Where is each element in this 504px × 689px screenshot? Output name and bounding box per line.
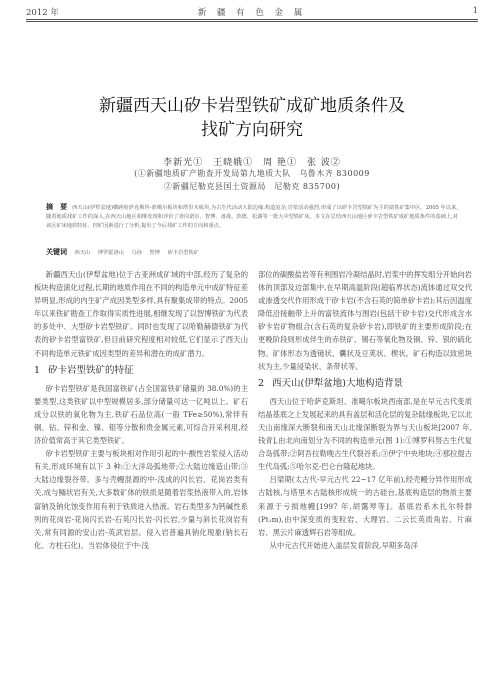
abstract-label: 摘 要 [46,202,68,211]
keywords-block [46,247,458,257]
section-title: 西天山(伊犁盆地)大地构造背景 [272,377,403,389]
title-line-1: 新疆西天山矽卡岩型铁矿成矿地质条件及 [99,96,405,116]
title-line-2: 找矿方向研究 [201,120,303,140]
keyword: 智博 [149,250,160,256]
affiliation-1: (①新疆地质矿产勘查开发局第九地质大队 乌鲁木齐 830009 [134,169,370,178]
section-heading-1 [34,364,248,378]
paper-title [30,94,474,142]
keyword: 矽卡岩型铁矿 [167,250,199,256]
body-paragraph: 吕梁期(太古代-早元古代 22~17 亿年前),经壳幔分异作用形成古陆核,与塔里木古陆核形成统一的古硅台,基底构造层的物质主要来源于亏损地幔[1997 年,胡霭琴等]。基底岩系木扎尔特群(Pt₁m),由中深变质的变粒岩、大理岩、二云长英质角岩、片麻岩、黑云片麻透辉石岩等组成。 [258,475,472,537]
keywords-label: 关键词 [46,247,67,256]
keyword: 西天山 [74,250,91,256]
header-rule-top [26,19,478,20]
page-number: 1 [472,6,478,16]
body-paragraph: 从中元古代开始进入盖层发育阶段,早期多岛洋 [269,540,418,550]
header-rule-bottom [26,21,478,22]
affiliation-2: ②新疆尼勒克县国土资源局 尼勒克 835700) [163,182,341,191]
keyword: 乌孙 [131,250,142,256]
body-paragraph: 部位的碳酸盐岩等有利围岩冷凝结晶时,岩浆中的挥发组分开始向岩体的顶部及边部集中,在早期高温阶段(超临界状态)流体通过双交代或渗透交代作用形成干矽卡岩(不含石英的简单矽卡岩);其后因温度降低沿接触带上升的富铁流体与围岩(包括干矽卡岩)交代形成含水矽卡岩矿物组合(含石英的复杂矽卡岩),即铁矿的主要形成阶段;在更晚阶段则形成伴生的赤铁矿、锡石等氧化物及铜、锌、银的硫化物。矿体形态为透镜状、囊状及豆荚状、楔状。矿石构造以致密块状为主,少量浸染状、条带状等。 [258,270,472,371]
section-title: 矽卡岩型铁矿的特征 [48,364,134,376]
body-paragraph: 矽卡岩型铁矿主要与板块相对作用引起的中-酸性岩浆侵入活动有关,形成环境有以下 3 种:①大洋岛弧地带;②大陆边缘造山带;③大陆边缘裂谷带。多与壳幔混源的中-浅成的闪长岩、花岗岩类有关,成与鲕状岩有关,大多数矿体的铁质是随着岩浆热液带入的,岩体富钠及钠化蚀变作用有利于铁质进入热液。岩石类型多为钙碱性系列的花岗岩-花岗闪长岩-石英闪长岩-闪长岩,少量与斜长花岗岩有关,常有同源的安山岩-英武岩层。侵入岩普遍具钠化现象(钠长石化、方柱石化)。当岩体侵位于中-浅 [34,449,248,550]
header-year: 2012 年 [26,8,59,18]
page-header [26,6,478,18]
section-number: 2 [258,377,265,389]
left-column [34,268,248,552]
abstract-text: 西天山(伊犁盆地)横跨哈萨克斯坦-准噶尔板块和塔里木板块,为古生代活动大陆边缘,构造复杂,岩浆活动强烈,形成了以矽卡岩型铁矿为主的富铁矿集中区。2005 年以来,随着地质找矿工作的深入,在西天山地区相继发现和评价了查岗诺尔、智博、备战、敦德、松湖等一批大中型铁矿床。本文在总结西天山地区矽卡岩型铁矿成矿地质条件的基础上,对该区矿床地质特征、控矿因素进行了分析,提出了今后找矿工作的方向和重点。 [46,205,458,229]
section-number: 1 [34,364,41,376]
right-column [258,268,472,552]
body-paragraph: 矽卡岩型铁矿是我国富铁矿(占全国富铁矿储量的 38.0%)的主要类型,这类铁矿以中型规模居多,部分储量可达一亿吨以上。矿石成分以铁的氧化物为主,铁矿石品位高(一般 TFe≥50%),常伴有铜、钴、锌和金、镍、钼等分散和贵金属元素,可综合开采利用,经济价值常高于其它类型铁矿。 [34,383,248,446]
author-list: 李新光① 王晓娥① 周 艳① 张 波② [163,158,341,168]
section-heading-2 [258,377,472,391]
keyword: 博罗霍洛山 [97,250,124,256]
journal-name: 新 疆 有 色 金 属 [197,8,307,18]
intro-paragraph: 新疆西天山(伊犁盆地)位于古亚洲成矿域的中部,经历了复杂的板块构造演化过程,长期的地质作用在不同的构造单元中成矿特征差异明显,形成的内生矿产成因类型多样,具有聚集成带的特点。2005 年以来铁矿勘查工作取得实质性进展,相继发现了以智博铁矿为代表的多处中、大型矽卡岩型铁矿。同时也发现了以哈勒赫德铁矿为代表的矽卡岩型富铁矿,但目前研究程度相对较低,它们显示了西天山不同构造单元铁矿成因类型的差异和潜在的成矿潜力。 [34,270,248,358]
body-paragraph: 西天山位于哈萨克斯坦、准噶尔板块西南部,是在早元古代变质结晶基底之上发展起来的具有盖层和活化层的复杂陆缘板块,它以北天山南缘深大断裂和南天山北缘深断裂为界与天山板块[2007 年,钱青],由北向南划分为不同的构造单元(图 1):①博罗科努古生代复合岛弧带;②阿吾拉勒晚古生代裂谷系;③伊宁中央地块;④那拉提古生代岛弧;⑤哈尔克-巴仑台隆起地块。 [258,396,472,472]
abstract-block [46,203,458,230]
